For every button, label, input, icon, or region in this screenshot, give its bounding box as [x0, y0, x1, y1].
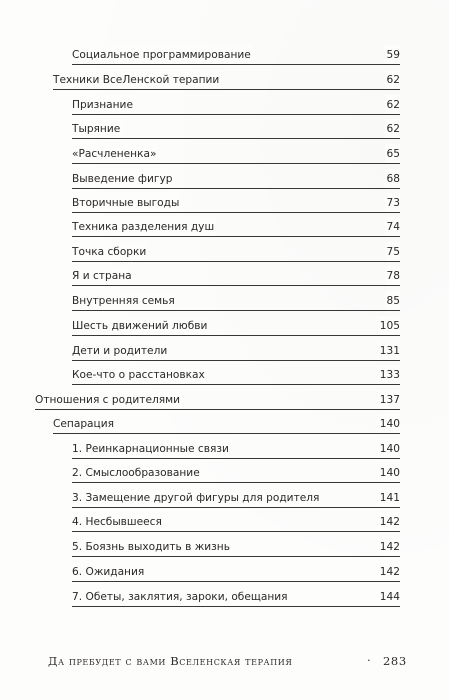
toc-entry — [72, 291, 400, 311]
toc-entry-title: 1. Реинкарнационные связи — [72, 439, 231, 459]
toc-leader-line — [72, 556, 400, 557]
toc-entry-title: Отношения с родителями — [35, 390, 182, 410]
toc-entry-title: «Расчлененка» — [72, 144, 158, 164]
toc-leader-line — [72, 212, 400, 213]
toc-entry-page: 142 — [378, 537, 400, 557]
toc-entry-page: 137 — [378, 390, 400, 410]
toc-entry-page: 62 — [385, 95, 400, 115]
toc-entry — [72, 365, 400, 385]
toc-leader-line — [35, 409, 400, 410]
toc-entry-page: 75 — [385, 242, 400, 262]
toc-entry — [72, 144, 400, 164]
toc-leader-line — [72, 507, 400, 508]
toc-entry-page: 62 — [385, 70, 400, 90]
toc-entry-page: 144 — [378, 587, 400, 607]
toc-leader-line — [72, 531, 400, 532]
toc-entry-title: Шесть движений любви — [72, 316, 209, 336]
toc-entry-page: 78 — [385, 266, 400, 286]
toc-entry — [72, 217, 400, 237]
toc-leader-line — [72, 285, 400, 286]
toc-entry-page: 140 — [378, 439, 400, 459]
toc-entry — [72, 193, 400, 213]
page-footer — [0, 652, 449, 672]
toc-entry-title: Техники ВсеЛенской терапии — [53, 70, 221, 90]
toc-entry — [53, 70, 400, 90]
toc-entry-page: 140 — [378, 463, 400, 483]
toc-entry — [72, 512, 400, 532]
toc-leader-line — [72, 138, 400, 139]
toc-entry-title: 5. Боязнь выходить в жизнь — [72, 537, 232, 557]
toc-entry-page: 140 — [378, 414, 400, 434]
toc-entry — [72, 587, 400, 607]
toc-entry-title: Сепарация — [53, 414, 116, 434]
toc-entry-page: 131 — [378, 341, 400, 361]
toc-entry — [72, 266, 400, 286]
toc-entry-title: 2. Смыслообразование — [72, 463, 202, 483]
toc-entry-page: 85 — [385, 291, 400, 311]
footer-separator: · — [367, 653, 372, 667]
toc-entry — [72, 119, 400, 139]
toc-leader-line — [72, 64, 400, 65]
toc-entry-title: Я и страна — [72, 266, 134, 286]
toc-leader-line — [72, 310, 400, 311]
toc-entry — [72, 341, 400, 361]
toc-entry — [72, 316, 400, 336]
toc-entry-page: 133 — [378, 365, 400, 385]
toc-entry-title: Социальное программирование — [72, 45, 253, 65]
toc-entry-title: 4. Несбывшееся — [72, 512, 164, 532]
toc-leader-line — [72, 458, 400, 459]
toc-entry — [53, 414, 400, 434]
toc-entry-page: 141 — [378, 488, 400, 508]
toc-entry — [72, 242, 400, 262]
running-title: Да пребудет с вами Вселенская терапия — [48, 654, 293, 668]
toc-entry — [35, 390, 400, 410]
toc-leader-line — [72, 114, 400, 115]
toc-entry-title: 7. Обеты, заклятия, зароки, обещания — [72, 587, 290, 607]
toc-leader-line — [72, 606, 400, 607]
toc-entry-title: 6. Ожидания — [72, 562, 146, 582]
toc-entry-title: Внутренняя семья — [72, 291, 177, 311]
toc-entry-page: 62 — [385, 119, 400, 139]
page-number: 283 — [383, 654, 407, 668]
toc-entry — [72, 463, 400, 483]
toc-entry — [72, 537, 400, 557]
toc-leader-line — [72, 360, 400, 361]
toc-entry-title: Кое-что о расстановках — [72, 365, 207, 385]
toc-entry-page: 65 — [385, 144, 400, 164]
toc-entry-page: 142 — [378, 562, 400, 582]
toc-entry-page: 68 — [385, 169, 400, 189]
toc-entry — [72, 439, 400, 459]
toc-entry-title: Признание — [72, 95, 135, 115]
toc-entry-page: 59 — [385, 45, 400, 65]
toc-entry — [72, 488, 400, 508]
toc-entry-page: 105 — [378, 316, 400, 336]
toc-leader-line — [72, 163, 400, 164]
toc-entry — [72, 95, 400, 115]
toc-leader-line — [53, 89, 400, 90]
toc-leader-line — [72, 581, 400, 582]
toc-leader-line — [72, 236, 400, 237]
toc-entry-title: Точка сборки — [72, 242, 148, 262]
toc-entry — [72, 562, 400, 582]
toc-entry — [72, 169, 400, 189]
toc-leader-line — [72, 482, 400, 483]
toc-leader-line — [72, 261, 400, 262]
toc-leader-line — [72, 335, 400, 336]
toc-entry-title: 3. Замещение другой фигуры для родителя — [72, 488, 321, 508]
toc-entry-title: Выведение фигур — [72, 169, 174, 189]
toc-entry-title: Техника разделения душ — [72, 217, 216, 237]
toc-leader-line — [72, 188, 400, 189]
toc-entry — [72, 45, 400, 65]
toc-entry-title: Вторичные выгоды — [72, 193, 181, 213]
toc-leader-line — [72, 384, 400, 385]
toc-entry-page: 142 — [378, 512, 400, 532]
toc-entry-page: 73 — [385, 193, 400, 213]
toc-entry-title: Дети и родители — [72, 341, 169, 361]
toc-entry-title: Тыряние — [72, 119, 122, 139]
toc-leader-line — [53, 433, 400, 434]
toc-entry-page: 74 — [385, 217, 400, 237]
